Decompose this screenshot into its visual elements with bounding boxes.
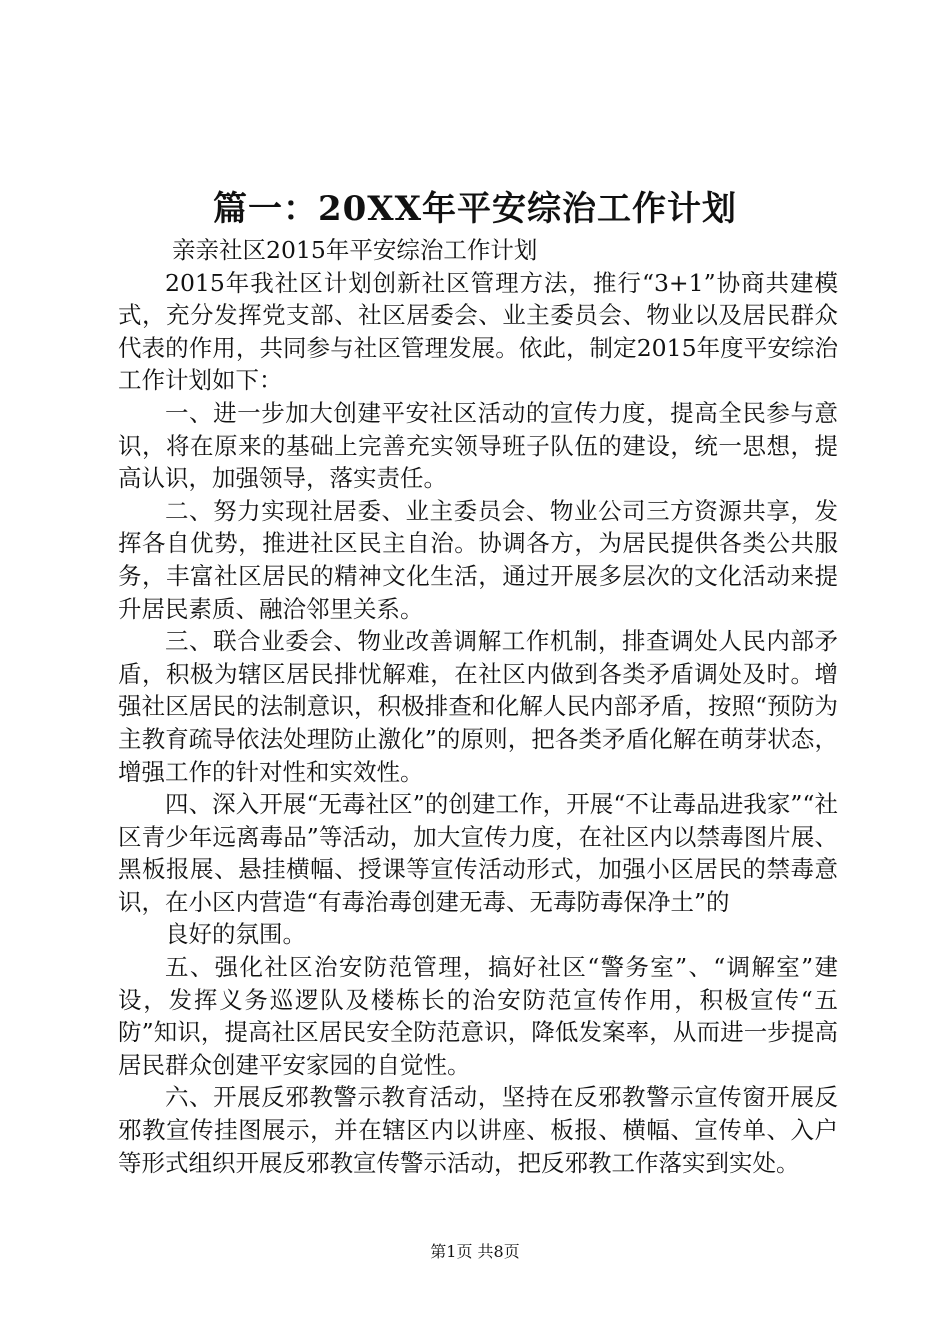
document-title: 篇一：20XX年平安综治工作计划 bbox=[212, 189, 738, 229]
paragraph-item-2: 二、努力实现社居委、业主委员会、物业公司三方资源共享，发挥各自优势，推进社区民主自治。协调各方，为居民提供各类公共服务，丰富社区居民的精神文化生活，通过开展多层次的文化活动来提升居民素质、融洽邻里关系。 bbox=[118, 496, 838, 623]
paragraph-item-1: 一、进一步加大创建平安社区活动的宣传力度，提高全民参与意识，将在原来的基础上完善充实领导班子队伍的建设，统一思想，提高认识，加强领导，落实责任。 bbox=[118, 398, 838, 493]
paragraph-item-3: 三、联合业委会、物业改善调解工作机制，排查调处人民内部矛盾，积极为辖区居民排忧解难，在社区内做到各类矛盾调处及时。增强社区居民的法制意识，积极排查和化解人民内部矛盾，按照“预防为主教育疏导依法处理防止激化”的原则，把各类矛盾化解在萌芽状态，增强工作的针对性和实效性。 bbox=[118, 627, 838, 786]
document-subtitle: 亲亲社区2015年平安综治工作计划 bbox=[172, 236, 538, 264]
paragraph-item-4-continued: 良好的氛围。 bbox=[165, 920, 306, 949]
paragraph-item-6: 六、开展反邪教警示教育活动，坚持在反邪教警示宣传窗开展反邪教宣传挂图展示，并在辖区内以讲座、板报、横幅、宣传单、入户等形式组织开展反邪教宣传警示活动，把反邪教工作落实到实处。 bbox=[118, 1083, 838, 1177]
page-number-footer: 第1页 共8页 bbox=[430, 1242, 520, 1261]
paragraph-item-4: 四、深入开展“无毒社区”的创建工作，开展“不让毒品进我家”“社区青少年远离毒品”等活动，加大宣传力度，在社区内以禁毒图片展、黑板报展、悬挂横幅、授课等宣传活动形式，加强小区居民的禁毒意识，在小区内营造“有毒治毒创建无毒、无毒防毒保净土”的 bbox=[118, 790, 838, 916]
paragraph-intro: 2015年我社区计划创新社区管理方法，推行“3+1”协商共建模式，充分发挥党支部、社区居委会、业主委员会、物业以及居民群众代表的作用，共同参与社区管理发展。依此，制定2015年度平安综治工作计划如下： bbox=[118, 268, 838, 395]
paragraph-item-5: 五、强化社区治安防范管理，搞好社区“警务室”、“调解室”建设，发挥义务巡逻队及楼栋长的治安防范宣传作用，积极宣传“五防”知识，提高社区居民安全防范意识，降低发案率，从而进一步提高居民群众创建平安家园的自觉性。 bbox=[118, 953, 838, 1079]
document-body bbox=[118, 234, 838, 1179]
